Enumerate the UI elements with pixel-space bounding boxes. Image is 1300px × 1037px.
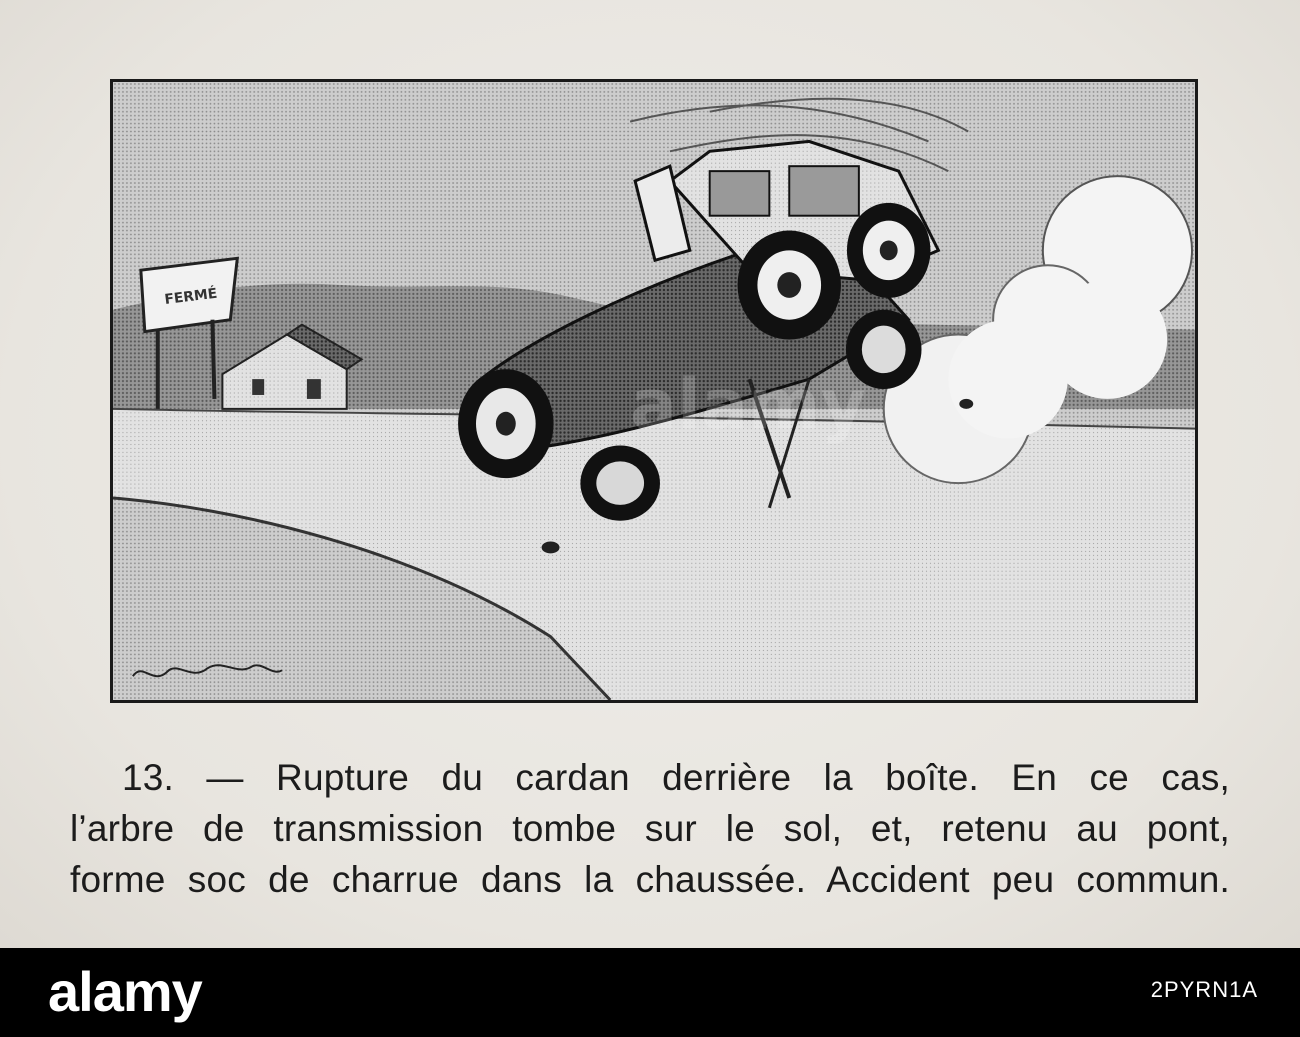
wheel-front-left (458, 369, 553, 478)
illustration (110, 79, 1198, 703)
caption-line-2: l’arbre de transmission tombe sur le sol, et, retenu au pont, (70, 808, 1230, 849)
image-id: 2PYRN1A (1150, 977, 1258, 1002)
alamy-logo: alamy (48, 960, 202, 1023)
watermark-footer (0, 948, 1300, 1037)
caption-line-1: 13. — Rupture du cardan derrière la boîte. En ce cas, (122, 757, 1230, 798)
wheel-rear-left (738, 231, 841, 340)
stone (959, 399, 973, 409)
sign-text: FERMÉ (163, 285, 219, 308)
stone (542, 542, 560, 554)
car-accident-drawing (113, 82, 1195, 700)
wheel-front-right (580, 445, 660, 520)
wheel-rear-right (847, 203, 931, 298)
watermark: alamy (630, 365, 866, 446)
caption (70, 752, 1230, 905)
caption-line-3: forme soc de charrue dans la chaussée. Accident peu commun. (70, 859, 1230, 900)
